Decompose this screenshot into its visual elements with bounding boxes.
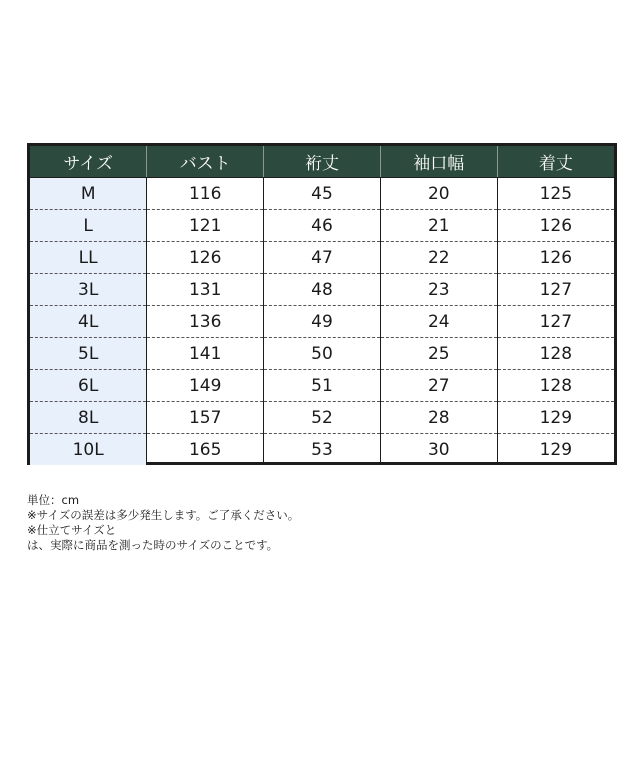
note-error: ※サイズの誤差は多少発生します。ご了承ください。 <box>27 508 300 522</box>
cell-size: LL <box>30 242 147 274</box>
size-table <box>30 146 614 465</box>
cell-cuff-width: 27 <box>380 370 497 402</box>
cell-length: 128 <box>497 370 614 402</box>
header-length: 着丈 <box>497 146 614 178</box>
table-row <box>30 274 614 306</box>
cell-bust: 157 <box>147 402 264 434</box>
header-yuki: 裄丈 <box>264 146 381 178</box>
cell-bust: 131 <box>147 274 264 306</box>
notes <box>27 493 299 553</box>
cell-cuff-width: 28 <box>380 402 497 434</box>
cell-bust: 136 <box>147 306 264 338</box>
size-chart-table <box>27 143 617 465</box>
cell-bust: 149 <box>147 370 264 402</box>
table-row <box>30 434 614 466</box>
cell-yuki: 51 <box>264 370 381 402</box>
table-body <box>30 178 614 466</box>
cell-yuki: 45 <box>264 178 381 210</box>
table-row <box>30 242 614 274</box>
cell-length: 127 <box>497 274 614 306</box>
table-row <box>30 402 614 434</box>
table-row <box>30 306 614 338</box>
note-tailoring: ※仕立てサイズと <box>27 523 117 537</box>
cell-cuff-width: 30 <box>380 434 497 466</box>
note-unit: 単位：cm <box>27 493 80 507</box>
header-row <box>30 146 614 178</box>
cell-size: L <box>30 210 147 242</box>
cell-length: 126 <box>497 242 614 274</box>
table-row <box>30 370 614 402</box>
cell-size: 8L <box>30 402 147 434</box>
cell-length: 129 <box>497 402 614 434</box>
table-row <box>30 178 614 210</box>
cell-size: 4L <box>30 306 147 338</box>
cell-yuki: 52 <box>264 402 381 434</box>
cell-length: 127 <box>497 306 614 338</box>
table-row <box>30 338 614 370</box>
cell-length: 129 <box>497 434 614 466</box>
cell-cuff-width: 20 <box>380 178 497 210</box>
cell-yuki: 49 <box>264 306 381 338</box>
cell-bust: 165 <box>147 434 264 466</box>
cell-size: M <box>30 178 147 210</box>
cell-bust: 141 <box>147 338 264 370</box>
note-measurement: は、実際に商品を測った時のサイズのことです。 <box>27 538 279 552</box>
header-size: サイズ <box>30 146 147 178</box>
cell-cuff-width: 24 <box>380 306 497 338</box>
cell-cuff-width: 21 <box>380 210 497 242</box>
cell-yuki: 50 <box>264 338 381 370</box>
cell-length: 126 <box>497 210 614 242</box>
cell-cuff-width: 22 <box>380 242 497 274</box>
cell-yuki: 46 <box>264 210 381 242</box>
table-row <box>30 210 614 242</box>
cell-size: 10L <box>30 434 147 466</box>
header-bust: バスト <box>147 146 264 178</box>
cell-bust: 116 <box>147 178 264 210</box>
cell-bust: 126 <box>147 242 264 274</box>
cell-yuki: 47 <box>264 242 381 274</box>
cell-yuki: 48 <box>264 274 381 306</box>
cell-cuff-width: 23 <box>380 274 497 306</box>
cell-size: 5L <box>30 338 147 370</box>
cell-yuki: 53 <box>264 434 381 466</box>
cell-length: 125 <box>497 178 614 210</box>
cell-size: 3L <box>30 274 147 306</box>
cell-cuff-width: 25 <box>380 338 497 370</box>
cell-size: 6L <box>30 370 147 402</box>
cell-length: 128 <box>497 338 614 370</box>
header-cuff-width: 袖口幅 <box>380 146 497 178</box>
cell-bust: 121 <box>147 210 264 242</box>
